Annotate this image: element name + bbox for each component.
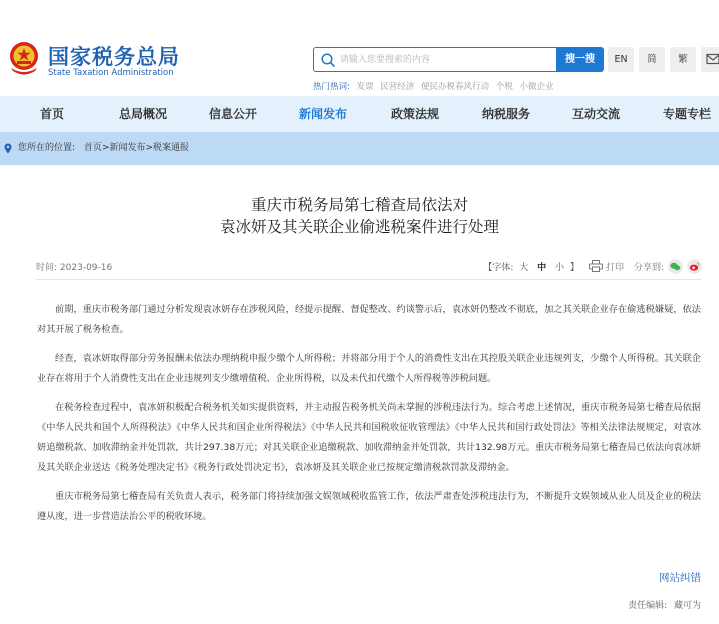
lang-traditional-button[interactable]: 繁 (670, 47, 696, 72)
search-input[interactable] (340, 50, 554, 70)
nav-item-special-topics[interactable]: 专题专栏 (663, 107, 712, 121)
breadcrumb-separator: > (145, 143, 154, 153)
nav-item-news[interactable]: 新闻发布 (299, 107, 348, 121)
print-link[interactable]: 打印 (605, 262, 624, 273)
site-correction-link[interactable]: 网站纠错 (659, 572, 701, 584)
search-button[interactable]: 搜一搜 (556, 47, 604, 72)
article-paragraph: 经查，袁冰妍取得部分劳务报酬未依法办理纳税申报少缴个人所得税；并将部分用于个人的消费性支出在其控股关联企业违规列支，少缴个人所得税。其关联企业存在将用于个人消费性支出在企业违规列支少缴增值税、企业所得税，以及未代扣代缴个人所得税等涉税问题。 (37, 353, 701, 384)
font-size-large-link[interactable]: 大 (519, 262, 529, 273)
font-size-medium-link[interactable]: 中 (537, 262, 547, 273)
font-size-control (483, 260, 579, 273)
article-title (0, 194, 719, 238)
wechat-share-icon[interactable] (668, 259, 683, 274)
editor-label: 责任编辑: (628, 601, 668, 611)
site-logo-title[interactable]: 国家税务总局 (48, 45, 180, 69)
breadcrumb-trail (18, 132, 189, 165)
site-header (0, 0, 719, 96)
nav-item-info-disclosure[interactable]: 信息公开 (209, 107, 258, 121)
lang-simplified-button[interactable]: 简 (639, 47, 665, 72)
hot-keyword-link[interactable]: 小微企业 (519, 82, 554, 92)
font-size-close: 】 (569, 262, 579, 273)
share-label: 分享到: (633, 262, 664, 273)
site-logo-subtitle[interactable]: State Taxation Administration (48, 68, 174, 78)
nav-item-policy[interactable]: 政策法规 (391, 107, 440, 121)
publish-time (36, 260, 112, 273)
article-meta (36, 256, 702, 276)
hot-keywords (313, 80, 553, 92)
national-emblem-icon[interactable] (8, 40, 40, 76)
font-size-small-link[interactable]: 小 (555, 262, 565, 273)
breadcrumb-prefix: 您所在的位置: (18, 143, 76, 153)
publish-time-label: 时间: (36, 263, 58, 273)
hot-keyword-link[interactable]: 发票 (356, 82, 374, 92)
weibo-share-icon[interactable] (687, 259, 702, 274)
hot-keyword-link[interactable]: 个税 (495, 82, 513, 92)
article-body (37, 300, 701, 536)
lang-english-button[interactable]: EN (608, 47, 634, 72)
nav-item-home[interactable]: 首页 (40, 107, 65, 121)
nav-item-overview[interactable]: 总局概况 (119, 107, 168, 121)
breadcrumb-separator: > (101, 143, 110, 153)
breadcrumb-link-tax-cases[interactable]: 税案通报 (153, 143, 190, 153)
publish-time-value: 2023-09-16 (59, 263, 113, 273)
meta-divider (36, 279, 702, 280)
main-nav (0, 96, 719, 132)
nav-item-tax-service[interactable]: 纳税服务 (482, 107, 531, 121)
article-paragraph: 在税务检查过程中，袁冰妍积极配合税务机关如实提供资料，并主动报告税务机关尚未掌握的涉税违法行为。综合考虑上述情况，重庆市税务局第七稽查局依据《中华人民共和国个人所得税法》《中华人民共和国企业所得税法》《中华人民共和国税收征收管理法》《中华人民共和国行政处罚法》等相关法律法规规定，对袁冰妍追缴税款、加收滞纳金并处罚款，共计297.38万元；对其关联企业追缴税款、加收滞纳金并处罚款，共计132.98万元。重庆市税务局第七稽查局已依法向袁冰妍及其关联企业送达《税务处理决定书》《税务行政处罚决定书》，袁冰妍及其关联企业已按规定缴清税款罚款及滞纳金。 (37, 402, 701, 473)
mail-icon (706, 53, 719, 65)
article-tools (483, 256, 702, 276)
print-icon[interactable] (589, 260, 603, 272)
breadcrumb-link-home[interactable]: 首页 (83, 143, 102, 153)
article-paragraph: 前期，重庆市税务部门通过分析发现袁冰妍存在涉税风险，经提示提醒、督促整改、约谈警示后，袁冰妍仍整改不彻底，加之其关联企业存在偷逃税嫌疑，依法对其开展了税务检查。 (37, 304, 701, 335)
breadcrumb-link-news[interactable]: 新闻发布 (109, 143, 146, 153)
hot-keywords-label: 热门热词: (313, 82, 350, 92)
hot-keyword-link[interactable]: 便民办税春风行动 (421, 82, 490, 92)
breadcrumb (0, 132, 719, 165)
mail-button[interactable] (701, 47, 719, 72)
search-icon (320, 52, 336, 68)
location-pin-icon (4, 143, 12, 154)
search-box (313, 47, 559, 72)
font-size-label: 【字体: (483, 262, 514, 273)
editor-name: 藏可为 (673, 601, 701, 611)
nav-item-interaction[interactable]: 互动交流 (572, 107, 621, 121)
article-paragraph: 重庆市税务局第七稽查局有关负责人表示，税务部门将持续加强文娱领域税收监管工作，依法严肃查处涉税违法行为，不断提升文娱领域从业人员及企业的税法遵从度，进一步营造法治公平的税收环境。 (37, 491, 701, 522)
responsible-editor (628, 598, 701, 611)
article-title-line-2: 袁冰妍及其关联企业偷逃税案件进行处理 (219, 218, 499, 236)
article-title-line-1: 重庆市税务局第七稽查局依法对 (250, 196, 468, 214)
hot-keyword-link[interactable]: 民营经济 (380, 82, 415, 92)
